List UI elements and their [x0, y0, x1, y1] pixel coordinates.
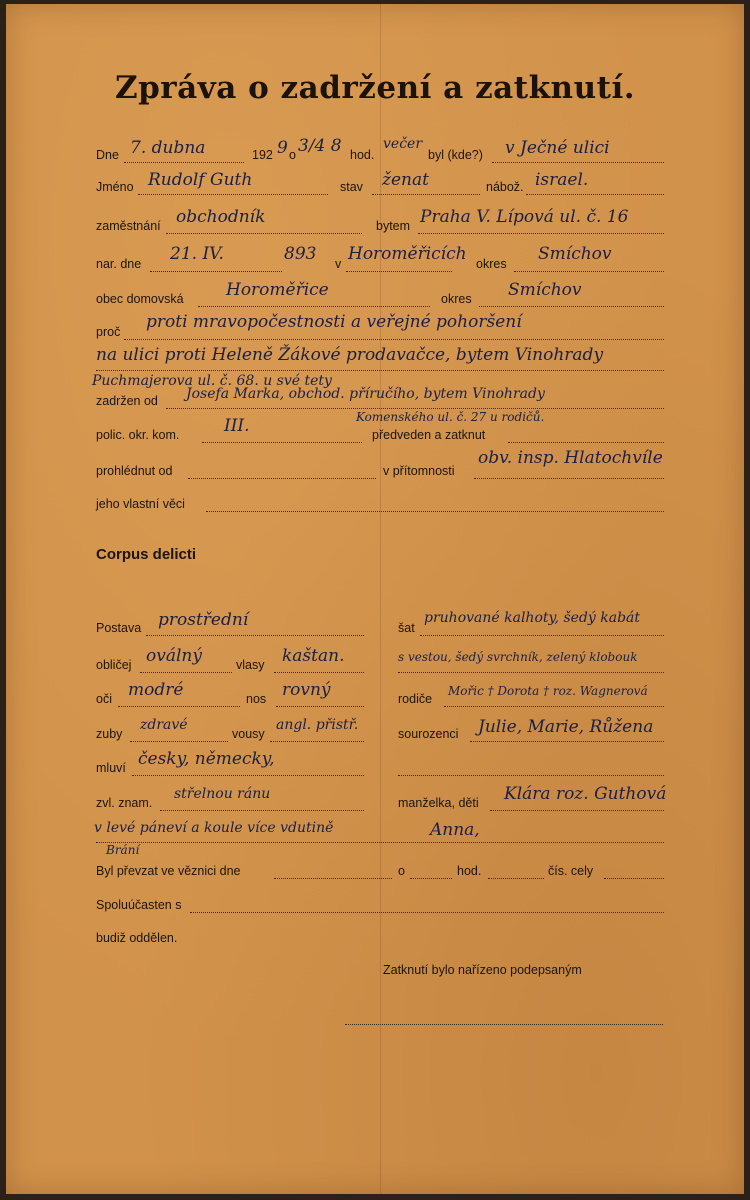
value-hodina: 3/4 8 [298, 136, 342, 156]
line-prevzat-hod [488, 878, 544, 879]
label-jmeno: Jméno [96, 180, 134, 194]
value-dne: 7. dubna [130, 138, 206, 158]
document-title: Zpráva o zadržení a zatknutí. [114, 70, 636, 106]
line-okres-1 [514, 271, 664, 272]
value-vousy: angl. přistř. [276, 717, 359, 733]
signature-line [345, 1024, 663, 1025]
label-nar-dne: nar. dne [96, 257, 142, 271]
line-zvl-znam [160, 810, 364, 811]
label-vousy: vousy [232, 727, 265, 741]
value-okres-1: Smíchov [538, 244, 612, 264]
value-kde: v Ječné ulici [505, 138, 610, 158]
label-postava: Postava [96, 621, 142, 635]
label-zvl-znam: zvl. znam. [96, 796, 153, 810]
value-okres-2: Smíchov [508, 280, 582, 300]
label-nos: nos [246, 692, 267, 706]
value-rok: 9 [277, 138, 288, 158]
label-dne: Dne [96, 148, 119, 162]
label-predveden: předveden a zatknut [372, 428, 486, 442]
line-vlastni-veci [206, 511, 664, 512]
line-zuby [130, 741, 228, 742]
label-v-pritomnosti: v přítomnosti [383, 464, 455, 478]
label-zuby: zuby [96, 727, 123, 741]
label-budiz-oddelen: budiž oddělen. [96, 931, 178, 945]
label-prohlednut-od: prohlédnut od [96, 464, 173, 478]
value-deti: Anna, [430, 820, 480, 840]
line-prevzat-dne [274, 878, 392, 879]
value-sat-1: pruhované kalhoty, šedý kabát [424, 610, 641, 626]
value-proc-2: na ulici proti Heleně Žákové prodavačce, bytem Vinohrady [96, 345, 604, 365]
line-prohlednut-od [188, 478, 376, 479]
line-vlasy [274, 672, 364, 673]
value-stav: ženat [382, 170, 429, 190]
value-zadrzen-od-2: Komenského ul. č. 27 u rodičů. [356, 410, 545, 424]
line-sat-1 [420, 635, 664, 636]
label-stav: stav [340, 180, 363, 194]
value-pritomnost: obv. insp. Hlatochvíle [478, 448, 663, 468]
line-rodice [444, 706, 664, 707]
line-oci [118, 706, 240, 707]
line-nos [276, 706, 364, 707]
value-vlasy: kaštan. [282, 646, 345, 666]
line-stav [372, 194, 480, 195]
label-okres-1: okres [476, 257, 507, 271]
label-zamestnani: zaměstnání [96, 219, 161, 233]
line-proc-1 [124, 339, 664, 340]
line-zamestnani [166, 233, 362, 234]
value-nar-rok: 893 [284, 244, 317, 264]
line-jmeno [138, 194, 328, 195]
label-hod: hod. [350, 148, 375, 162]
line-naboz [526, 194, 664, 195]
line-prevzat-o [410, 878, 452, 879]
label-sourozenci: sourozenci [398, 727, 459, 741]
value-proc-3: Puchmajerova ul. č. 68. u své tety [92, 373, 332, 389]
line-okres-2 [479, 306, 664, 307]
line-sat-2 [398, 672, 664, 673]
value-oblicej: oválný [146, 646, 202, 666]
line-manzelka [490, 810, 664, 811]
value-nos: rovný [282, 680, 331, 700]
value-jmeno: Rudolf Guth [148, 170, 253, 190]
label-okres-2: okres [441, 292, 472, 306]
label-cis-cely: čís. cely [548, 864, 594, 878]
label-rodice: rodiče [398, 692, 433, 706]
value-zuby: zdravé [140, 717, 188, 733]
label-hod-2: hod. [457, 864, 482, 878]
label-o: o [289, 148, 296, 162]
value-polic-kom: III. [224, 416, 250, 436]
label-bytem: bytem [376, 219, 411, 233]
value-zvl-znam-2: v levé páneví a koule více vdutině [94, 820, 334, 836]
value-mluvi: česky, německy, [138, 749, 275, 769]
line-bytem [418, 233, 664, 234]
value-sat-2: s vestou, šedý svrchník, zelený klobouk [398, 650, 638, 664]
value-vecer: večer [383, 136, 423, 152]
line-oblicej [140, 672, 232, 673]
value-bytem: Praha V. Lípová ul. č. 16 [420, 207, 629, 227]
value-zamestnani: obchodník [176, 207, 266, 227]
label-vlastni-veci: jeho vlastní věci [96, 497, 185, 511]
value-zadrzen-od-1: Josefa Marka, obchod. příručího, bytem Vinohrady [186, 386, 545, 402]
label-oblicej: obličej [96, 658, 132, 672]
line-nar-dne [150, 271, 282, 272]
paper-fold-line [380, 4, 381, 1194]
line-right-blank [398, 775, 664, 776]
label-o-2: o [398, 864, 405, 878]
label-sat: šat [398, 621, 415, 635]
value-nar-misto: Horoměřicích [348, 244, 467, 264]
line-sourozenci [470, 741, 664, 742]
label-spoluucasten: Spoluúčasten s [96, 898, 182, 912]
label-rok: 192 [252, 148, 273, 162]
line-nar-misto [346, 271, 452, 272]
line-obec [198, 306, 430, 307]
line-dne [124, 162, 244, 163]
line-kde [492, 162, 664, 163]
value-rodice: Mořic † Dorota † roz. Wagnerová [448, 684, 648, 698]
heading-corpus-delicti: Corpus delicti [96, 546, 197, 563]
value-proc-1: proti mravopočestnosti a veřejné pohoršení [146, 312, 522, 332]
line-proc-2 [96, 370, 664, 371]
line-pritomnost [474, 478, 664, 479]
label-byl-prevzat: Byl převzat ve věznici dne [96, 864, 241, 878]
label-polic-okr-kom: polic. okr. kom. [96, 428, 180, 442]
label-manzelka-deti: manželka, děti [398, 796, 479, 810]
value-postava: prostřední [158, 610, 249, 630]
label-vlasy: vlasy [236, 658, 265, 672]
label-obec-domovska: obec domovská [96, 292, 184, 306]
label-oci: oči [96, 692, 112, 706]
value-prijmeni-note: Brání [106, 843, 140, 857]
line-cis-cely [604, 878, 664, 879]
line-predveden [508, 442, 664, 443]
label-mluvi: mluví [96, 761, 126, 775]
label-zatknuti-narizeno: Zatknutí bylo nařízeno podepsaným [383, 963, 582, 977]
value-obec: Horoměřice [226, 280, 329, 300]
line-polic-kom [202, 442, 362, 443]
label-naboz: nábož. [486, 180, 524, 194]
label-zadrzen-od: zadržen od [96, 394, 158, 408]
label-v: v [335, 257, 342, 271]
value-nar-den: 21. IV. [170, 244, 224, 264]
value-nabozenstvi: israel. [535, 170, 589, 190]
line-mluvi [132, 775, 364, 776]
line-zadrzen-od [166, 408, 664, 409]
value-oci: modré [128, 680, 184, 700]
value-sourozenci: Julie, Marie, Růžena [478, 717, 654, 737]
label-byl-kde: byl (kde?) [428, 148, 483, 162]
value-zvl-znam: střelnou ránu [174, 786, 271, 802]
line-postava [146, 635, 364, 636]
label-proc: proč [96, 325, 121, 339]
line-spoluucasten [190, 912, 664, 913]
line-vousy [270, 741, 364, 742]
value-manzelka: Klára roz. Guthová [504, 784, 667, 804]
line-zvl-znam-2 [96, 842, 664, 843]
